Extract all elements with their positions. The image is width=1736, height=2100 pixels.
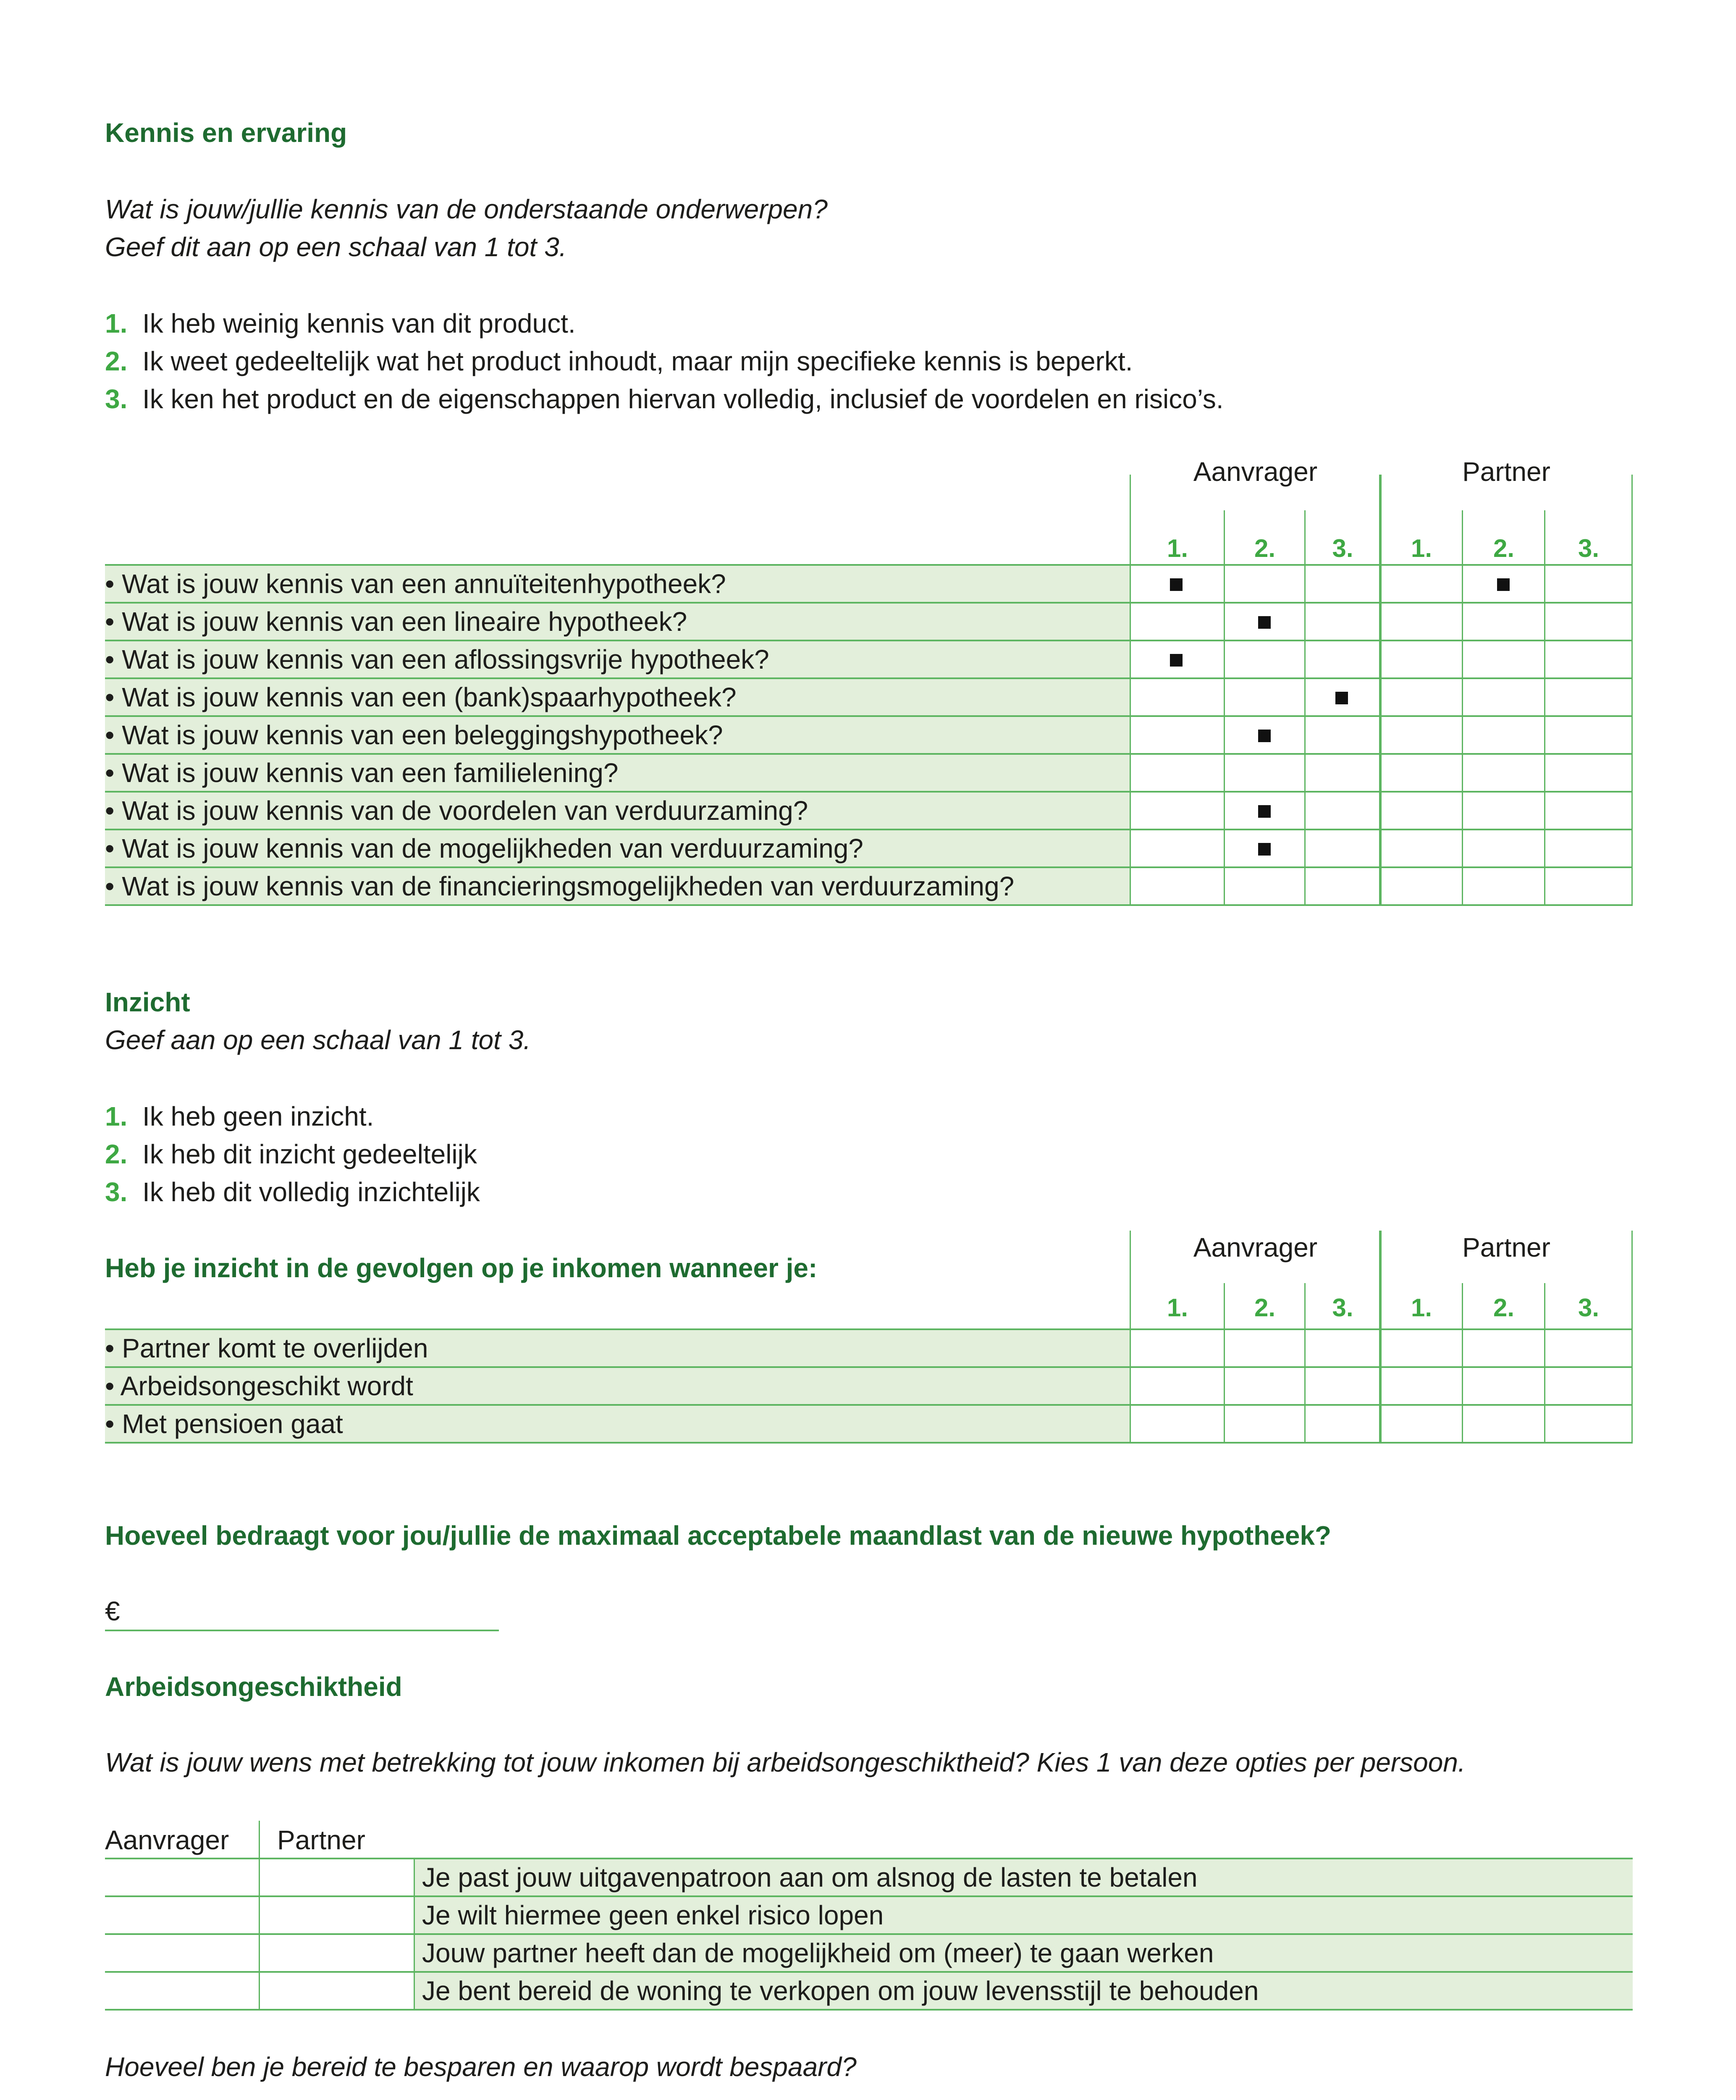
scale-number: 1. [105, 308, 128, 339]
kennis-question: • Wat is jouw kennis van een familielening? [105, 758, 619, 788]
maandlast-input[interactable] [134, 1592, 496, 1630]
kennis-checkbox-cell[interactable] [1382, 679, 1462, 715]
besparen-question: Hoeveel ben je bereid te besparen en waarop wordt bespaard? [105, 2052, 857, 2082]
kennis-checkbox-cell[interactable] [1225, 868, 1304, 904]
kennis-checkbox-cell[interactable] [1545, 830, 1631, 866]
kennis-checkbox-cell[interactable] [1306, 717, 1379, 753]
kennis-question: • Wat is jouw kennis van een annuïteitenhypotheek? [105, 569, 726, 599]
inzicht-checkbox-cell[interactable] [1545, 1330, 1631, 1366]
kennis-checkbox-cell[interactable] [1306, 793, 1379, 829]
inzicht-checkbox-cell[interactable] [1306, 1406, 1379, 1442]
checked-mark [1497, 578, 1510, 591]
kennis-checkbox-cell[interactable] [1382, 755, 1462, 791]
kennis-scale-3 [105, 380, 1224, 418]
kennis-checkbox-cell[interactable] [1463, 679, 1544, 715]
inzicht-title: Inzicht [105, 987, 190, 1017]
inzicht-checkbox-cell[interactable] [1225, 1406, 1304, 1442]
col-header: 1. [1411, 1294, 1432, 1322]
scale-text: Ik weet gedeeltelijk wat het product inhoudt, maar mijn specifieke kennis is beperkt. [142, 346, 1133, 376]
inzicht-checkbox-cell[interactable] [1131, 1368, 1224, 1404]
group-aanvrager: Aanvrager [1193, 1232, 1318, 1263]
kennis-checkbox-cell[interactable] [1463, 755, 1544, 791]
aanvrager-choice-cell[interactable] [105, 1935, 258, 1971]
col-header: 2. [1493, 1294, 1515, 1322]
kennis-checkbox-cell[interactable] [1463, 717, 1544, 753]
kennis-checkbox-cell[interactable] [1225, 566, 1304, 602]
arbeid-option: Je past jouw uitgavenpatroon aan om alsnog de lasten te betalen [422, 1862, 1198, 1893]
col-header: 1. [1167, 1294, 1188, 1322]
inzicht-checkbox-cell[interactable] [1463, 1330, 1544, 1366]
kennis-intro-2: Geef dit aan op een schaal van 1 tot 3. [105, 232, 567, 262]
scale-number: 3. [105, 384, 128, 414]
kennis-checkbox-cell[interactable] [1463, 830, 1544, 866]
kennis-checkbox-cell[interactable] [1131, 793, 1224, 829]
inzicht-intro: Geef aan op een schaal van 1 tot 3. [105, 1025, 531, 1055]
arbeid-option: Jouw partner heeft dan de mogelijkheid om (meer) te gaan werken [422, 1938, 1214, 1968]
kennis-checkbox-cell[interactable] [1545, 604, 1631, 640]
col-header: 3. [1332, 534, 1353, 562]
scale-text: Ik ken het product en de eigenschappen hiervan volledig, inclusief de voordelen en risico’s. [142, 384, 1224, 414]
kennis-checkbox-cell[interactable] [1131, 679, 1224, 715]
inzicht-checkbox-cell[interactable] [1131, 1330, 1224, 1366]
col-header: 3. [1578, 1294, 1600, 1322]
inzicht-row: • Partner komt te overlijden [105, 1333, 428, 1363]
aanvrager-choice-cell[interactable] [105, 1897, 258, 1933]
inzicht-scale-3 [105, 1173, 480, 1211]
checked-mark [1170, 578, 1183, 591]
inzicht-checkbox-cell[interactable] [1463, 1368, 1544, 1404]
kennis-checkbox-cell[interactable] [1131, 830, 1224, 866]
inzicht-checkbox-cell[interactable] [1382, 1368, 1462, 1404]
inzicht-checkbox-cell[interactable] [1225, 1368, 1304, 1404]
partner-choice-cell[interactable] [260, 1859, 413, 1895]
maandlast-currency: € [105, 1596, 120, 1626]
kennis-checkbox-cell[interactable] [1382, 717, 1462, 753]
kennis-checkbox-cell[interactable] [1463, 793, 1544, 829]
arbeid-head-partner: Partner [277, 1825, 365, 1855]
kennis-question: • Wat is jouw kennis van een aflossingsvrije hypotheek? [105, 644, 769, 675]
kennis-checkbox-cell[interactable] [1306, 755, 1379, 791]
checked-mark [1258, 805, 1271, 818]
scale-number: 3. [105, 1177, 128, 1207]
kennis-checkbox-cell[interactable] [1463, 604, 1544, 640]
kennis-checkbox-cell[interactable] [1382, 830, 1462, 866]
kennis-checkbox-cell[interactable] [1306, 830, 1379, 866]
col-header: 2. [1254, 1294, 1276, 1322]
group-partner: Partner [1462, 457, 1550, 487]
inzicht-checkbox-cell[interactable] [1306, 1330, 1379, 1366]
inzicht-checkbox-cell[interactable] [1463, 1406, 1544, 1442]
kennis-checkbox-cell[interactable] [1306, 604, 1379, 640]
inzicht-row: • Arbeidsongeschikt wordt [105, 1371, 413, 1401]
scale-text: Ik heb weinig kennis van dit product. [142, 308, 576, 339]
kennis-title: Kennis en ervaring [105, 118, 347, 148]
arbeid-title: Arbeidsongeschiktheid [105, 1672, 402, 1702]
kennis-question: • Wat is jouw kennis van een lineaire hypotheek? [105, 606, 687, 637]
kennis-checkbox-cell[interactable] [1382, 641, 1462, 677]
aanvrager-choice-cell[interactable] [105, 1973, 258, 2009]
kennis-checkbox-cell[interactable] [1131, 604, 1224, 640]
kennis-checkbox-cell[interactable] [1545, 641, 1631, 677]
kennis-checkbox-cell[interactable] [1306, 641, 1379, 677]
inzicht-checkbox-cell[interactable] [1225, 1330, 1304, 1366]
col-header: 3. [1332, 1294, 1353, 1322]
grid-line [414, 1858, 415, 2010]
kennis-checkbox-cell[interactable] [1545, 679, 1631, 715]
partner-choice-cell[interactable] [260, 1973, 413, 2009]
kennis-checkbox-cell[interactable] [1545, 566, 1631, 602]
checked-mark [1170, 654, 1183, 667]
kennis-checkbox-cell[interactable] [1545, 755, 1631, 791]
kennis-checkbox-cell[interactable] [1382, 566, 1462, 602]
arbeid-option: Je bent bereid de woning te verkopen om jouw levensstijl te behouden [422, 1976, 1259, 2006]
checked-mark [1335, 692, 1348, 704]
checked-mark [1258, 616, 1271, 629]
inzicht-checkbox-cell[interactable] [1382, 1330, 1462, 1366]
arbeid-question: Wat is jouw wens met betrekking tot jouw inkomen bij arbeidsongeschiktheid? Kies 1 van deze opties per persoon. [105, 1747, 1466, 1777]
kennis-checkbox-cell[interactable] [1382, 604, 1462, 640]
kennis-scale-2 [105, 342, 1133, 381]
scale-number: 2. [105, 346, 128, 376]
col-header: 1. [1167, 534, 1188, 562]
inzicht-scale-1 [105, 1097, 374, 1136]
checked-mark [1258, 843, 1271, 856]
inzicht-checkbox-cell[interactable] [1545, 1368, 1631, 1404]
kennis-scale-1 [105, 304, 576, 343]
kennis-intro-1: Wat is jouw/jullie kennis van de onderstaande onderwerpen? [105, 194, 828, 224]
col-header: 3. [1578, 534, 1600, 562]
kennis-checkbox-cell[interactable] [1131, 868, 1224, 904]
inzicht-scale-2 [105, 1135, 477, 1173]
col-header: 2. [1493, 534, 1515, 562]
grid-line [1631, 475, 1633, 905]
kennis-checkbox-cell[interactable] [1463, 868, 1544, 904]
kennis-question: • Wat is jouw kennis van een beleggingshypotheek? [105, 720, 723, 750]
scale-text: Ik heb dit inzicht gedeeltelijk [142, 1139, 477, 1169]
col-header: 2. [1254, 534, 1276, 562]
kennis-checkbox-cell[interactable] [1382, 868, 1462, 904]
scale-number: 2. [105, 1139, 128, 1169]
scale-number: 1. [105, 1101, 128, 1131]
checked-mark [1258, 730, 1271, 742]
partner-choice-cell[interactable] [260, 1897, 413, 1933]
inzicht-checkbox-cell[interactable] [1545, 1406, 1631, 1442]
kennis-question: • Wat is jouw kennis van de financieringsmogelijkheden van verduurzaming? [105, 871, 1015, 901]
arbeid-option: Je wilt hiermee geen enkel risico lopen [422, 1900, 884, 1930]
aanvrager-choice-cell[interactable] [105, 1859, 258, 1895]
kennis-checkbox-cell[interactable] [1545, 717, 1631, 753]
scale-text: Ik heb geen inzicht. [142, 1101, 374, 1131]
grid-line [1631, 1231, 1633, 1443]
arbeid-head-aanvrager: Aanvrager [105, 1825, 229, 1855]
kennis-checkbox-cell[interactable] [1382, 793, 1462, 829]
kennis-checkbox-cell[interactable] [1131, 755, 1224, 791]
kennis-question: • Wat is jouw kennis van de voordelen van verduurzaming? [105, 795, 808, 826]
kennis-checkbox-cell[interactable] [1306, 868, 1379, 904]
maandlast-underline [105, 1630, 499, 1631]
kennis-question: • Wat is jouw kennis van de mogelijkheden van verduurzaming? [105, 833, 863, 864]
kennis-question: • Wat is jouw kennis van een (bank)spaarhypotheek? [105, 682, 737, 712]
grid-line [259, 1821, 260, 2010]
kennis-checkbox-cell[interactable] [1306, 566, 1379, 602]
inzicht-question: Heb je inzicht in de gevolgen op je inkomen wanneer je: [105, 1253, 818, 1283]
kennis-checkbox-cell[interactable] [1545, 868, 1631, 904]
inzicht-checkbox-cell[interactable] [1131, 1406, 1224, 1442]
kennis-checkbox-cell[interactable] [1225, 755, 1304, 791]
col-header: 1. [1411, 534, 1432, 562]
scale-text: Ik heb dit volledig inzichtelijk [142, 1177, 480, 1207]
group-aanvrager: Aanvrager [1193, 457, 1318, 487]
kennis-checkbox-cell[interactable] [1463, 641, 1544, 677]
inzicht-checkbox-cell[interactable] [1382, 1406, 1462, 1442]
kennis-checkbox-cell[interactable] [1225, 679, 1304, 715]
inzicht-checkbox-cell[interactable] [1306, 1368, 1379, 1404]
group-partner: Partner [1462, 1232, 1550, 1263]
partner-choice-cell[interactable] [260, 1935, 413, 1971]
maandlast-question: Hoeveel bedraagt voor jou/jullie de maximaal acceptabele maandlast van de nieuwe hypotheek? [105, 1520, 1332, 1551]
kennis-checkbox-cell[interactable] [1225, 641, 1304, 677]
kennis-checkbox-cell[interactable] [1545, 793, 1631, 829]
inzicht-row: • Met pensioen gaat [105, 1409, 343, 1439]
kennis-checkbox-cell[interactable] [1131, 717, 1224, 753]
